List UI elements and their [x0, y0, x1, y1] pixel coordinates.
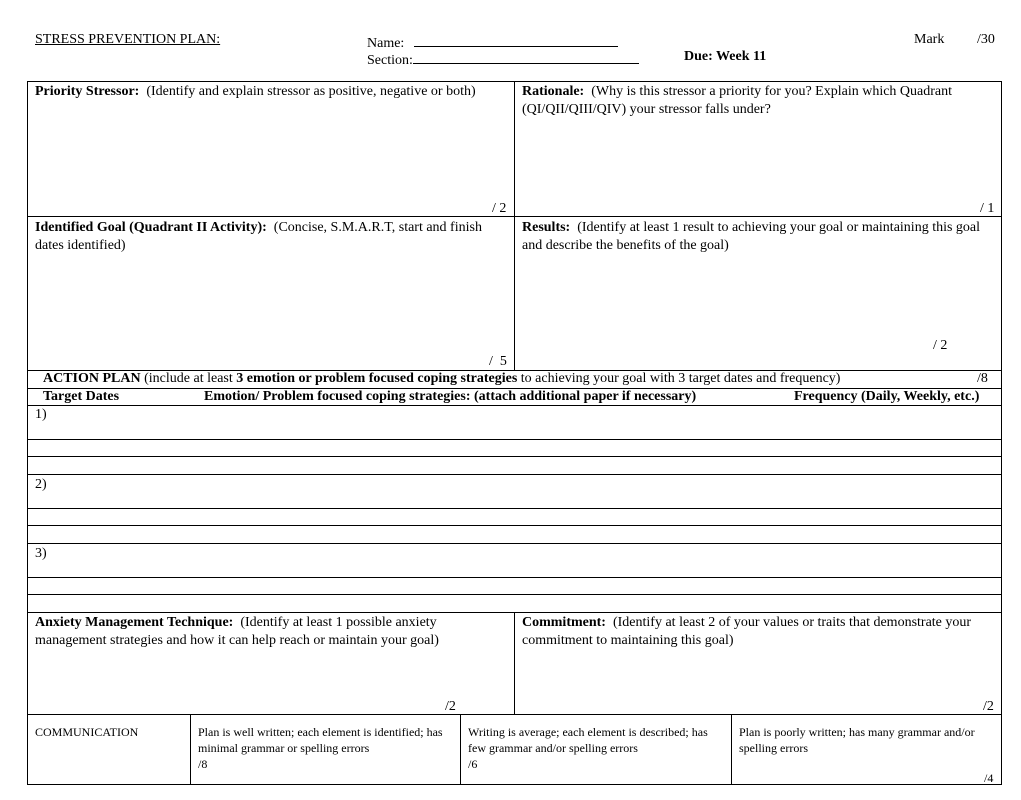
priority-stressor-score: / 2: [492, 201, 507, 216]
identified-goal-box[interactable]: [35, 219, 509, 255]
rubric-level-2: [468, 724, 724, 772]
results-instructions: (Identify at least 1 result to achieving your goal or maintaining this goal and describe the benefits of the goal): [522, 220, 981, 253]
rationale-score: / 1: [980, 201, 995, 216]
mark-total: /30: [977, 32, 995, 47]
divider: [27, 543, 1002, 544]
anxiety-technique-box[interactable]: [35, 614, 505, 650]
action-plan-heading: ACTION PLAN: [43, 371, 141, 386]
results-heading: Results:: [522, 220, 571, 235]
section-line[interactable]: [413, 49, 639, 64]
rubric-level-2-score: /6: [468, 757, 478, 771]
action-plan-text-bold: 3 emotion or problem focused coping strategies: [236, 371, 518, 386]
name-line[interactable]: [414, 32, 618, 47]
action-plan-text-1: (include at least: [140, 371, 237, 386]
divider: [27, 508, 1002, 509]
action-row-1[interactable]: 1): [35, 407, 47, 422]
due-date: [684, 49, 766, 65]
results-box[interactable]: [522, 219, 994, 255]
commitment-instructions: (Identify at least 2 of your values or traits that demonstrate your commitment to maintaining this goal): [522, 615, 972, 648]
identified-goal-score: / 5: [489, 354, 507, 369]
name-label: Name:: [367, 36, 405, 51]
column-divider: [514, 612, 515, 714]
section-label: Section:: [367, 53, 413, 68]
action-row-2[interactable]: 2): [35, 477, 47, 492]
divider: [27, 714, 1002, 715]
rubric-level-3-score: /4: [984, 771, 994, 785]
column-divider: [731, 714, 732, 785]
rubric-level-1-score: /8: [198, 757, 208, 771]
action-plan-text-2: to achieving your goal with 3 target dates and frequency): [517, 371, 841, 386]
section-field[interactable]: [367, 49, 639, 69]
rationale-instructions: (Why is this stressor a priority for you? Explain which Quadrant (QI/QII/QIII/QIV) your stressor falls under?: [522, 84, 953, 117]
column-divider: [460, 714, 461, 785]
rubric-level-1-text: Plan is well written; each element is identified; has minimal grammar or spelling errors: [198, 725, 443, 755]
divider: [27, 525, 1002, 526]
form-title: STRESS PREVENTION PLAN:: [35, 32, 221, 47]
action-plan-title: [43, 371, 840, 387]
column-header-target-dates: Target Dates: [43, 389, 120, 404]
commitment-box[interactable]: [522, 614, 996, 650]
divider: [27, 474, 1002, 475]
identified-goal-instructions: (Concise, S.M.A.R.T, start and finish dates identified): [35, 220, 482, 253]
rationale-heading: Rationale:: [522, 84, 585, 99]
rubric-level-1: [198, 724, 454, 772]
action-row-3[interactable]: 3): [35, 546, 47, 561]
rubric-level-3: [739, 724, 995, 756]
divider: [27, 405, 1002, 406]
rubric-communication-label: COMMUNICATION: [35, 725, 139, 739]
column-header-frequency: Frequency (Daily, Weekly, etc.): [794, 389, 980, 404]
column-divider: [190, 714, 191, 785]
identified-goal-heading: Identified Goal (Quadrant II Activity):: [35, 220, 267, 235]
anxiety-instructions: (Identify at least 1 possible anxiety management strategies and how it can help reach or maintain your goal): [35, 615, 439, 648]
anxiety-heading: Anxiety Management Technique:: [35, 615, 234, 630]
column-header-strategies: Emotion/ Problem focused coping strategies: (attach additional paper if necessary): [204, 389, 697, 404]
action-plan-score: /8: [977, 371, 988, 386]
results-score: / 2: [933, 338, 948, 353]
commitment-heading: Commitment:: [522, 615, 606, 630]
divider: [27, 456, 1002, 457]
rubric-level-2-text: Writing is average; each element is described; has few grammar and/or spelling errors: [468, 725, 708, 755]
rationale-box[interactable]: [522, 83, 994, 119]
commitment-score: /2: [983, 699, 994, 714]
divider: [27, 439, 1002, 440]
due-value: : Week 11: [708, 49, 767, 64]
column-divider: [514, 81, 515, 370]
divider: [27, 594, 1002, 595]
priority-stressor-box[interactable]: [35, 83, 507, 101]
divider: [27, 577, 1002, 578]
rubric-level-3-text: Plan is poorly written; has many grammar and/or spelling errors: [739, 725, 975, 755]
priority-stressor-instructions: (Identify and explain stressor as positive, negative or both): [146, 84, 476, 99]
priority-stressor-heading: Priority Stressor:: [35, 84, 140, 99]
due-label: Due: [684, 49, 709, 64]
mark-label: Mark: [914, 32, 945, 47]
anxiety-score: /2: [445, 699, 456, 714]
